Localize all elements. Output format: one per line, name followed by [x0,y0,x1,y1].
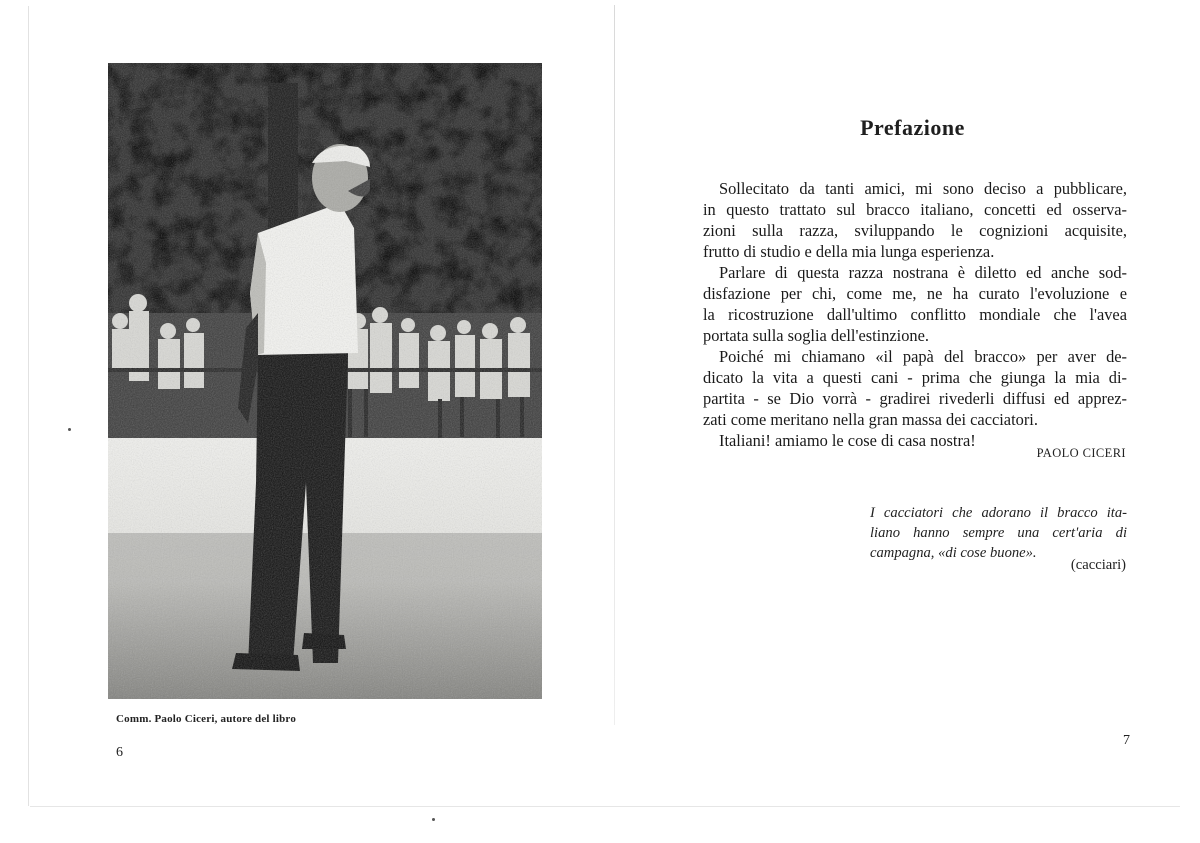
quote-line: I cacciatori che adorano il bracco ita- [870,505,1127,521]
quote-line: campagna, «di cose buone». [870,545,1037,561]
scan-speck [432,818,435,821]
preface-line: frutto di studio e della mia lunga esperienza. [703,242,995,261]
author-photo [108,63,542,699]
scan-speck [68,428,71,431]
preface-text [703,178,1127,451]
author-photo-image [108,63,542,699]
quote-line: liano hanno sempre una cert'aria di [870,525,1127,541]
author-signature: PAOLO CICERI [1036,446,1126,460]
preface-line: Italiani! amiamo le cose di casa nostra! [719,431,976,450]
page-title: Prefazione [860,115,965,140]
preface-line: zati come meritano nella gran massa dei cacciatori. [703,410,1038,429]
preface-line: in questo trattato sul bracco italiano, concetti ed osserva- [703,200,1127,219]
preface-line: Sollecitato da tanti amici, mi sono deciso a pubblicare, [719,179,1127,198]
photo-caption: Comm. Paolo Ciceri, autore del libro [116,713,297,725]
page-number-left: 6 [116,745,123,760]
preface-line: la ricostruzione dall'ultimo conflitto mondiale che l'avea [703,305,1127,324]
preface-line: Poiché mi chiamano «il papà del bracco» per aver de- [719,347,1127,366]
preface-line: dicato la vita a questi cani - prima che giunga la mia di- [703,368,1127,387]
epigraph-quote [870,503,1127,563]
page-number-right: 7 [1123,733,1130,748]
preface-line: partita - se Dio vorrà - gradirei rivederli diffusi ed apprez- [703,389,1127,408]
preface-line: disfazione per chi, come me, ne ha curato l'evoluzione e [703,284,1127,303]
quote-source: (cacciari) [1070,557,1126,573]
preface-line: zioni sulla razza, sviluppando le cognizioni acquisite, [703,221,1127,240]
preface-line: Parlare di questa razza nostrana è diletto ed anche sod- [719,263,1127,282]
preface-line: portata sulla soglia dell'estinzione. [703,326,929,345]
